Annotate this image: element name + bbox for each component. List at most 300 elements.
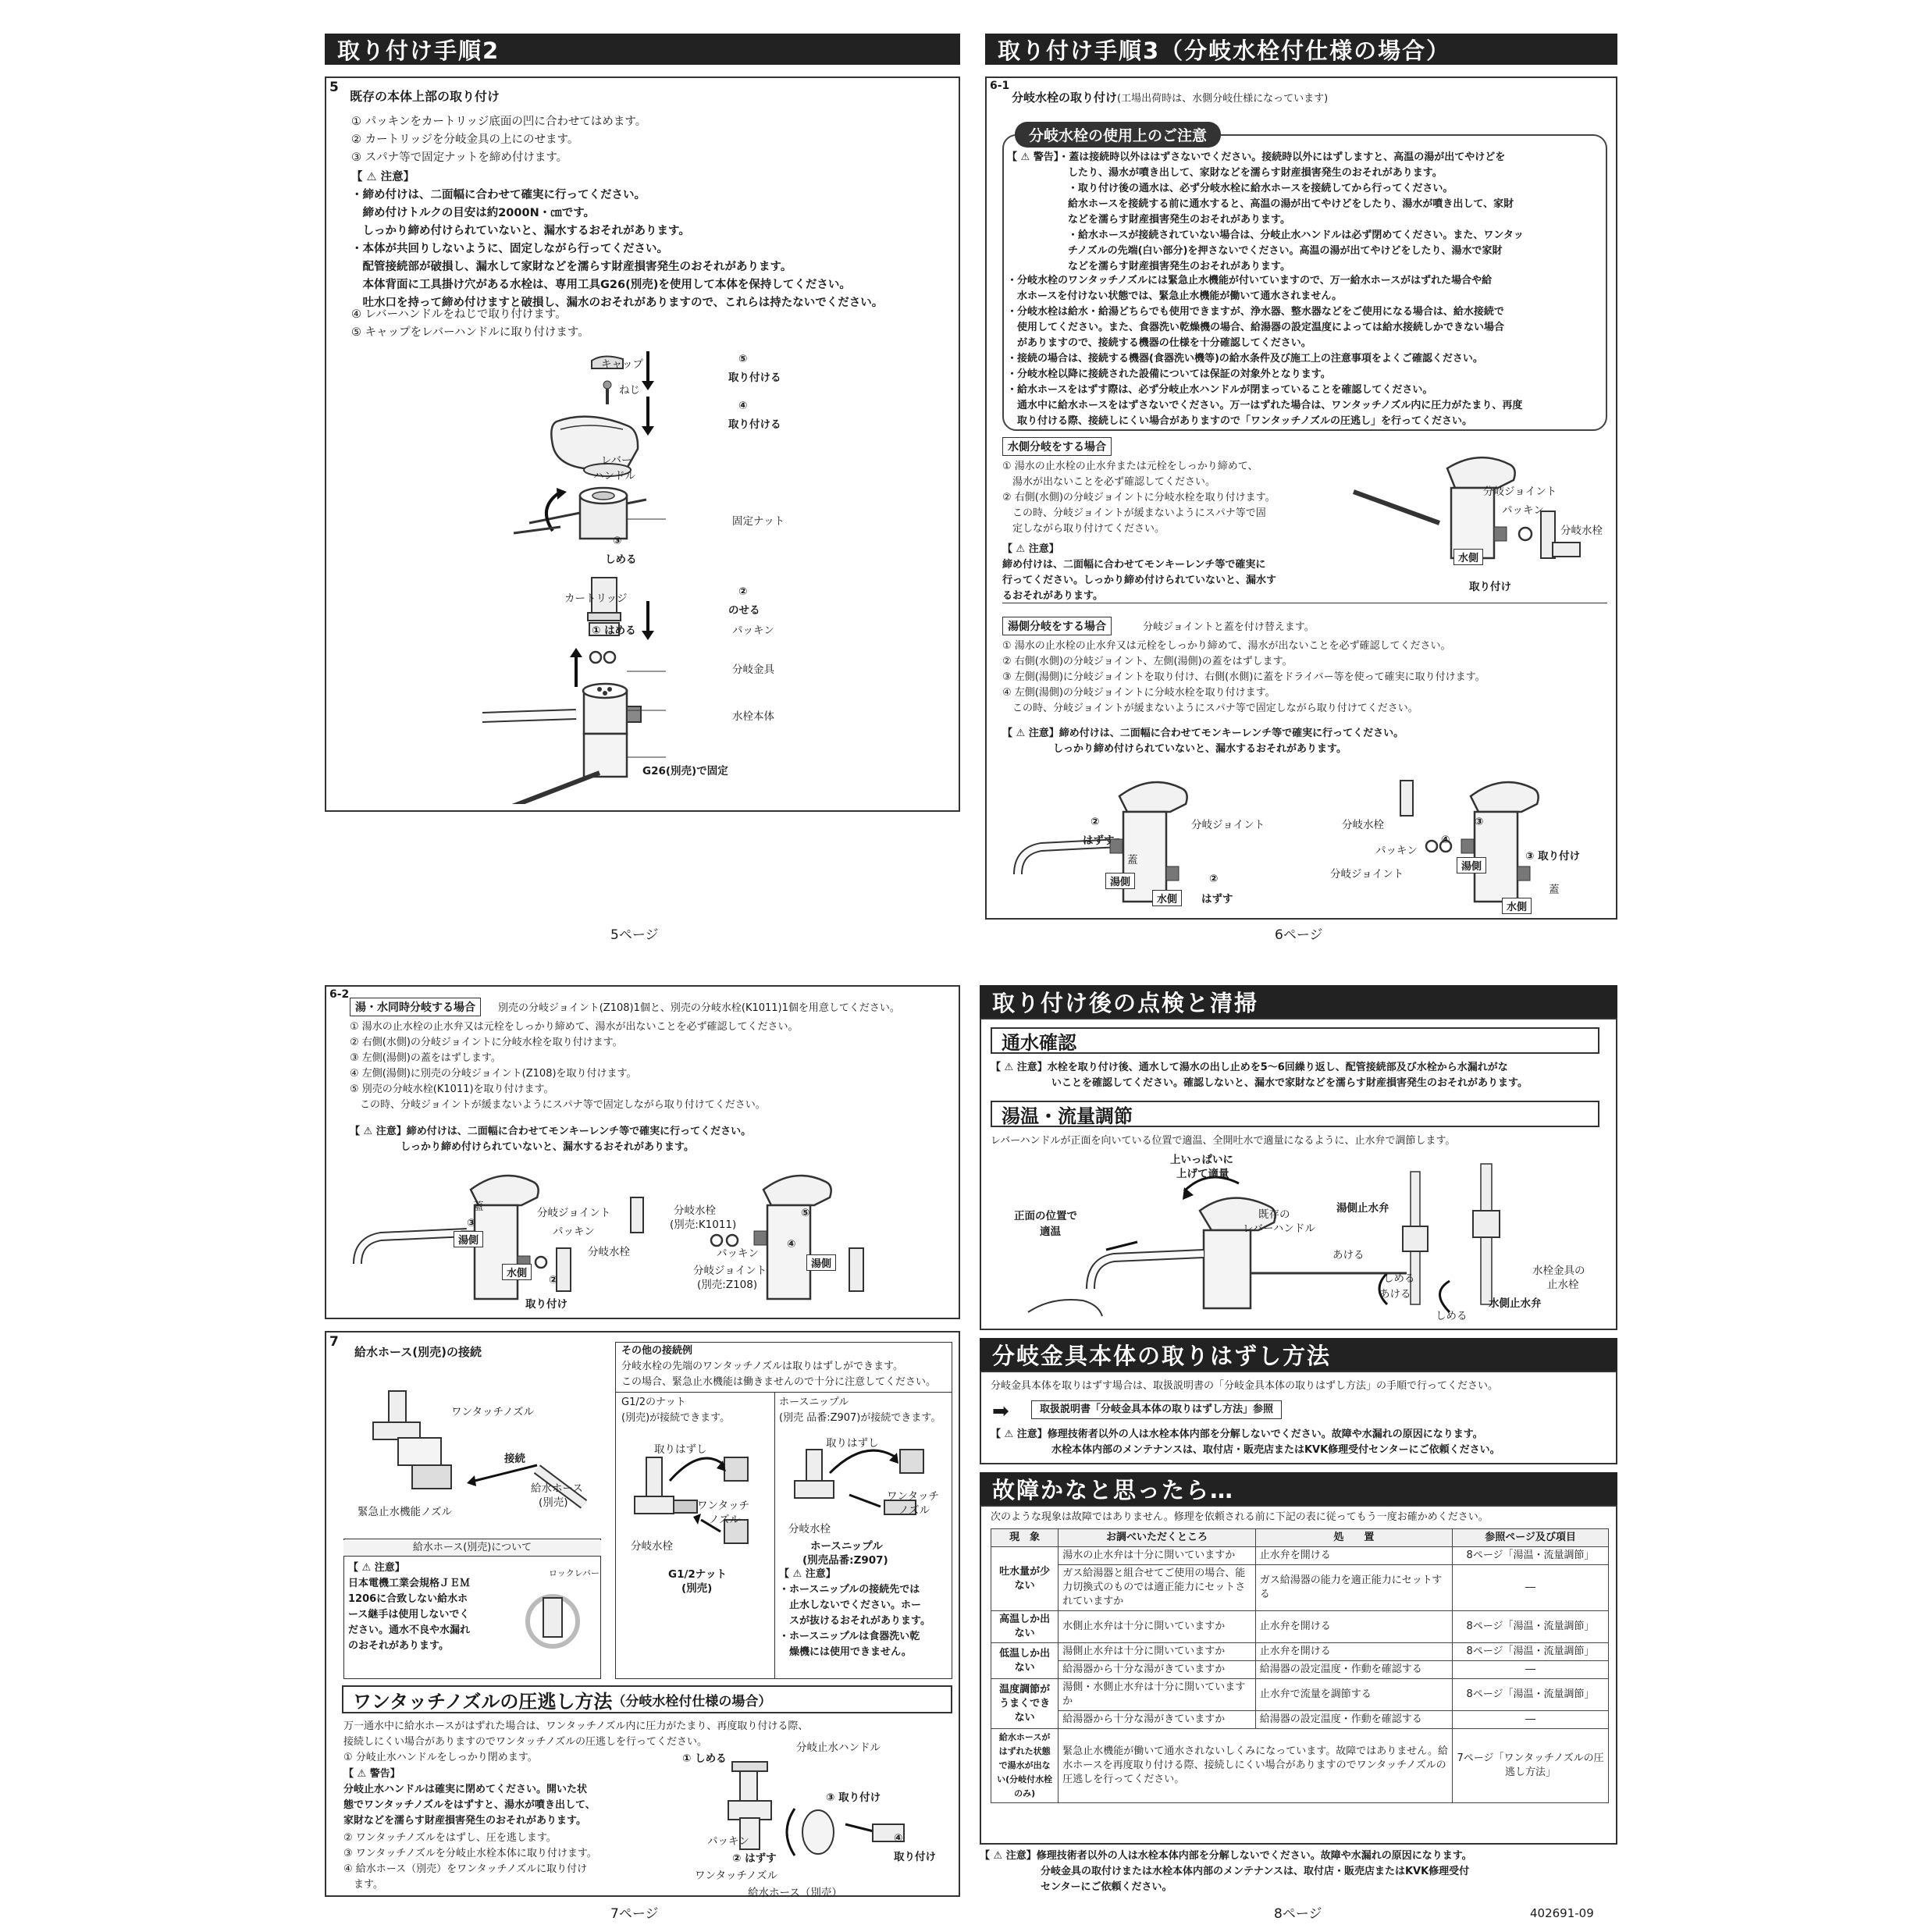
- label-connect: 接続: [504, 1453, 525, 1465]
- relief-n1: ① しめる: [682, 1752, 727, 1765]
- hot-branch-steps: [1002, 639, 1485, 717]
- label-hot-side-2: 湯側: [806, 1254, 836, 1271]
- step-number: 6-1: [990, 80, 1010, 92]
- hose-caution-line: のおそれがあります。: [348, 1640, 449, 1652]
- hn-caution-line: 止水しないでください。ホー: [779, 1599, 922, 1611]
- step7-number: 7: [329, 1334, 339, 1350]
- relief-line: ます。: [343, 1879, 383, 1891]
- label-attach: 取り付け: [525, 1298, 568, 1311]
- table-header: 参照ページ及び項目: [1453, 1529, 1609, 1547]
- faucet-assembly-diagram: [482, 343, 810, 804]
- water-step-line: ① 湯水の止水栓の止水弁または元栓をしっかり締めて、: [1002, 461, 1258, 472]
- hose-fitting-icon: [514, 1582, 592, 1653]
- temp-lever-b: レバーハンドル: [1243, 1222, 1315, 1235]
- temp-up-b: 上げて適量: [1176, 1168, 1229, 1180]
- label-water-side: 水側: [1453, 549, 1483, 565]
- water-caution: [1002, 557, 1276, 604]
- action-cell: 止水弁で流量を調節する: [1255, 1679, 1452, 1711]
- step-line: この時、分岐ジョイントが緩まないようにスパナ等で固定しながら取り付けてください。: [350, 1099, 766, 1111]
- relief-n2: ② はずす: [732, 1852, 777, 1865]
- step-title: 分岐水栓の取り付け: [1012, 91, 1118, 105]
- temp-line: レバーハンドルが正面を向いている位置で適温、全開吐水で適量になるように、止水弁で調節します。: [991, 1135, 1456, 1147]
- label-screw: ねじ: [619, 384, 640, 397]
- notice-pill: 分岐水栓の使用上のご注意: [1015, 122, 1221, 148]
- label-branch-joint: 分岐ジョイント: [1483, 486, 1557, 498]
- flow-title: 通水確認: [991, 1027, 1599, 1054]
- other-lines: [621, 1359, 936, 1390]
- reference-cell: ―: [1453, 1565, 1609, 1611]
- page8-header-3: 故障かなと思ったら…: [980, 1472, 1617, 1505]
- remove-reference: 取扱説明書「分岐金具本体の取りはずし方法」参照: [1031, 1400, 1282, 1419]
- simultaneous-diagram: [350, 1162, 951, 1315]
- other-title: その他の接続例: [621, 1345, 693, 1357]
- hot-step-line: ④ 左側(湯側)の分岐ジョイントに分岐水栓を取り付けます。: [1002, 687, 1276, 699]
- flow-caution-line: いことを確認してください。確認しないと、漏水で家財などを濡らす財産損害発生のおそれがあります。: [991, 1077, 1528, 1089]
- label-hot-side-2: 湯側: [1457, 857, 1486, 873]
- step-line: ③ スパナ等で固定ナットを締め付けます。: [351, 151, 568, 164]
- hot-branch-tag: 湯側分岐をする場合: [1002, 617, 1112, 635]
- water-caution-line: 行ってください。しっかり締め付けられていないと、漏水す: [1002, 575, 1277, 586]
- label-step3-num: ③: [613, 535, 622, 547]
- temp-hot-valve: 湯側止水弁: [1336, 1202, 1389, 1215]
- temp-stop-b: 止水栓: [1547, 1279, 1579, 1291]
- check-cell: 給湯器から十分な湯がきていますか: [1059, 1661, 1255, 1679]
- label-attach: 取り付け: [1469, 581, 1511, 593]
- page-number-5: 5ページ: [610, 927, 659, 943]
- note-line: ・分岐水栓は給水・給湯どちらでも使用できますが、浄水器、整水器などをご使用になる場合は、給水接続で: [1007, 306, 1504, 318]
- relief-line: ③ ワンタッチノズルを分岐止水栓本体に取り付けます。: [343, 1848, 597, 1859]
- label-n4: ④: [1441, 834, 1450, 846]
- hot-step-line: ① 湯水の止水栓の止水弁又は元栓をしっかり締めて、湯水が出ないことを必ず確認してください。: [1002, 640, 1451, 652]
- table-header: 処 置: [1255, 1529, 1452, 1547]
- note-line: 水ホースを付けない状態では、緊急止水機能が働いて通水されません。: [1007, 290, 1343, 302]
- label-packing: パッキン: [732, 624, 774, 637]
- hn-caution-line: ・ホースニップルの接続先では: [779, 1584, 920, 1596]
- simultaneous-steps: [350, 1019, 799, 1113]
- divider: [615, 1392, 952, 1393]
- arrow-right-icon: ➡: [992, 1400, 1009, 1423]
- hose-caution-line: ース継手は使用しないでく: [348, 1609, 470, 1621]
- label-remove-a: はずす: [1083, 834, 1115, 847]
- caution-line: 【 ⚠ 注意】締め付けは、二面幅に合わせてモンキーレンチ等で確実に行ってください。: [350, 1126, 752, 1137]
- label-step2-place: のせる: [728, 604, 760, 617]
- water-step-line: 定しながら取り付けてください。: [1002, 523, 1165, 535]
- caution-line: 吐水口を持って締め付けますと破損し、漏水のおそれがありますので、これらは持たないでください。: [351, 297, 884, 309]
- note-line: ・分岐水栓のワンタッチノズルには緊急止水機能が付いていますので、万一給水ホースがはずれた場合や給: [1007, 275, 1493, 286]
- label-joint-2: 分岐ジョイント: [1330, 868, 1404, 881]
- label-emergency-nozzle: 緊急止水機能ノズル: [358, 1506, 452, 1518]
- action-cell: 止水弁を開ける: [1255, 1643, 1452, 1661]
- action-cell: 給湯器の設定温度・作動を確認する: [1255, 1711, 1452, 1729]
- temp-close-1: しめる: [1383, 1272, 1415, 1285]
- label-valve: 分岐水栓: [588, 1246, 630, 1258]
- final-caution-line: 【 ⚠ 注意】修理技術者以外の人は水栓本体内部を分解しないでください。故障や水漏れの原因になります。: [980, 1850, 1472, 1862]
- remove-caution: [991, 1427, 1500, 1458]
- temp-front-b: 適温: [1040, 1226, 1061, 1238]
- page5-header: 取り付け手順2: [325, 34, 960, 65]
- label-n5: ⑤: [801, 1207, 810, 1219]
- caution-head: 【 ⚠ 注意】: [351, 171, 415, 183]
- hn-nozzle-b: ノズル: [898, 1504, 930, 1517]
- hn-caution-line: スが抜けるおそれがあります。: [779, 1615, 930, 1627]
- check-cell: 緊急止水機能が働いて通水されないしくみになっています。故障ではありません。給水ホースを再度取り付ける際、接続しにくい場合がありますのでワンタッチノズルの圧逃しを行ってください。: [1059, 1729, 1453, 1803]
- other-line: 分岐水栓の先端のワンタッチノズルは取りはずしができます。: [621, 1361, 904, 1372]
- relief-line: 万一通水中に給水ホースがはずれた場合は、ワンタッチノズル内に圧力がたまり、再度取り付ける際、: [343, 1720, 809, 1732]
- hn-caution-line: 【 ⚠ 注意】: [779, 1568, 836, 1580]
- g12-nozzle-b: ノズル: [709, 1514, 740, 1526]
- page-number-8: 8ページ: [1274, 1906, 1322, 1922]
- hot-caution-line: 【 ⚠ 注意】締め付けは、二面幅に合わせてモンキーレンチ等で確実に行ってください。: [1002, 728, 1404, 739]
- hose-caution-line: 【 ⚠ 注意】: [348, 1562, 405, 1574]
- note-line: がありますので、接続する機器の仕様を十分確認してください。: [1007, 337, 1311, 349]
- note-line: 取り付ける際、接続しにくい場合がありますので「ワンタッチノズルの圧逃し」を行ってください。: [1007, 415, 1473, 427]
- warning-line: などを濡らす財産損害発生のおそれがあります。: [1007, 214, 1290, 226]
- label-branch-fitting: 分岐金具: [732, 664, 774, 676]
- relief-warning-line: 態でワンタッチノズルをはずすと、湯水が噴き出して、: [343, 1799, 596, 1811]
- warning-line: 【 ⚠ 警告】・蓋は接続時以外ははずさないでください。接続時以外にはずしますと、高温の湯が出てやけどを: [1007, 151, 1506, 163]
- label-faucet-body: 水栓本体: [732, 710, 774, 723]
- relief-warning-line: 分岐止水ハンドルは確実に閉めてください。開いた状: [343, 1784, 588, 1795]
- label-n4: ④: [787, 1238, 796, 1251]
- label-step5-attach: 取り付ける: [728, 372, 781, 384]
- warning-line: ・取り付け後の通水は、必ず分岐水栓に給水ホースを接続してから行ってください。: [1007, 183, 1453, 194]
- g12-text: [621, 1395, 730, 1426]
- page-number-7: 7ページ: [610, 1906, 659, 1922]
- page7-top-panel: [325, 985, 960, 1319]
- remove-line: 分岐金具本体を取りはずす場合は、取扱説明書の「分岐金具本体の取りはずし方法」の手順で行ってください。: [991, 1380, 1499, 1392]
- page8-trouble-panel: [980, 1505, 1617, 1845]
- caution-line: 本体背面に工具掛け穴がある水栓は、専用工具G26(別売)を使用して本体を保持してください。: [351, 279, 851, 291]
- label-g26: G26(別売)で固定: [642, 765, 728, 777]
- label-lid: 蓋: [473, 1201, 484, 1213]
- note-line: 通水中に給水ホースをはずさないでください。万一はずれた場合は、ワンタッチノズル内に圧力がたまり、再度: [1007, 400, 1523, 411]
- relief-header: [342, 1685, 952, 1713]
- trouble-table: [991, 1528, 1609, 1803]
- label-water-side-2: 水側: [1502, 898, 1532, 914]
- hot-step-line: この時、分岐ジョイントが緩まないようにスパナ等で固定しながら取り付けてください。: [1002, 703, 1418, 714]
- table-row: [991, 1547, 1609, 1565]
- step-line: ④ レバーハンドルをねじで取り付けます。: [351, 308, 567, 321]
- step-line: ⑤ 別売の分岐水栓(K1011)を取り付けます。: [350, 1083, 554, 1095]
- step-title: 既存の本体上部の取り付け: [350, 89, 500, 104]
- label-joint: 分岐ジョイント: [1191, 819, 1265, 831]
- water-caution-head: 【 ⚠ 注意】: [1002, 543, 1059, 555]
- label-remove-b: はずす: [1201, 893, 1233, 906]
- check-cell: ガス給湯器と組合せてご使用の場合、能力切換式のものでは適正能力にセットされていますか: [1059, 1565, 1255, 1611]
- hn-line: (別売 品番:Z907)が接続できます。: [779, 1412, 941, 1424]
- label-branch-valve: 分岐水栓: [1342, 819, 1384, 831]
- label-valve-2a: 分岐水栓: [674, 1204, 716, 1217]
- step-line: ① 湯水の止水栓の止水弁又は元栓をしっかり締めて、湯水が出ないことを必ず確認してください。: [350, 1021, 799, 1033]
- warning-line: ・給水ホースが接続されていない場合は、分岐止水ハンドルは必ず閉めてください。また、ワンタッ: [1007, 229, 1524, 241]
- label-lock-lever: ロックレバー: [549, 1568, 600, 1578]
- hot-caution-line: しっかり締め付けられていないと、漏水するおそれがあります。: [1002, 743, 1347, 755]
- check-cell: 湯側・水側止水弁は十分に開いていますか: [1059, 1679, 1255, 1711]
- label-n3: ③: [1475, 816, 1484, 828]
- action-cell: ガス給湯器の能力を適正能力にセットする: [1255, 1565, 1452, 1611]
- label-step4-num: ④: [738, 400, 748, 412]
- hn-line: ホースニップル: [779, 1397, 849, 1408]
- page8-remove-panel: [980, 1371, 1617, 1464]
- symptom-cell: 給水ホースがはずれた状態で湯水が出ない(分岐付水栓のみ): [991, 1729, 1059, 1803]
- hose-caution: [348, 1560, 470, 1654]
- hot-step-line: ② 右側(水側)の分岐ジョイント、左側(湯側)の蓋をはずします。: [1002, 656, 1293, 667]
- label-step2-num: ②: [738, 585, 748, 598]
- warning-line: 給水ホースを接続する前に通水すると、高温の湯が出てやけどをしたり、湯水が噴き出して、家財: [1007, 198, 1514, 210]
- hn-nipple-b: (別売品番:Z907): [802, 1554, 888, 1567]
- relief-warning-line: 家財などを濡らす財産損害発生のおそれがあります。: [343, 1815, 586, 1827]
- label-hose-b: (別売): [539, 1496, 568, 1509]
- page8-inspect-panel: [980, 1018, 1617, 1330]
- relief-n4a: ④: [894, 1832, 903, 1845]
- hn-caution-line: 燥機には使用できません。: [779, 1646, 912, 1658]
- caution-line: ・本体が共回りしないように、固定しながら行ってください。: [351, 243, 668, 255]
- relief-lines-2: [343, 1831, 597, 1893]
- relief-n4b: 取り付け: [894, 1851, 936, 1863]
- label-step4-attach: 取り付ける: [728, 418, 781, 431]
- step-number: 6-2: [329, 988, 350, 1001]
- hose-caution-line: 日本電機工業会規格ＪＥＭ: [348, 1578, 471, 1589]
- hot-caution: [1002, 726, 1404, 757]
- g12-remove: 取りはずし: [654, 1443, 707, 1456]
- table-header: 現 象: [991, 1529, 1059, 1547]
- temp-close-2: しめる: [1436, 1310, 1468, 1322]
- caution-line: しっかり締め付けられていないと、漏水するおそれがあります。: [351, 225, 690, 237]
- label-hose-a: 給水ホース: [531, 1482, 583, 1495]
- label-joint-2b: (別売:Z108): [697, 1279, 758, 1291]
- hot-branch-note: 分岐ジョイントと蓋を付け替えます。: [1143, 621, 1315, 633]
- symptom-cell: 高温しか出ない: [991, 1611, 1059, 1643]
- caution-block: [351, 169, 883, 312]
- note-line: ・接続の場合は、接続する機器(食器洗い機等)の給水条件及び施工上の注意事項をよくご確認ください。: [1007, 353, 1483, 365]
- warning-line: などを濡らす財産損害発生のおそれがあります。: [1007, 261, 1290, 272]
- trouble-intro: 次のような現象は故障ではありません。修理を依頼される前に下記の表に従ってもう一度お確かめください。: [991, 1511, 1489, 1523]
- page8-header-2: 分岐金具本体の取りはずし方法: [980, 1338, 1617, 1371]
- step-title-note: (工場出荷時は、水側分岐仕様になっています): [1117, 93, 1329, 105]
- hn-nipple-a: ホースニップル: [810, 1540, 883, 1553]
- simultaneous-caution: [350, 1124, 751, 1155]
- label-packing-2: パッキン: [717, 1247, 759, 1260]
- hn-remove: 取りはずし: [826, 1437, 879, 1450]
- label-water-side: 水側: [1152, 890, 1182, 906]
- relief-line: ① 分岐止水ハンドルをしっかり閉めます。: [343, 1752, 538, 1763]
- table-row: [991, 1643, 1609, 1661]
- simultaneous-tag: 湯・水同時分岐する場合: [350, 998, 481, 1016]
- check-cell: 給湯器から十分な湯がきていますか: [1059, 1711, 1255, 1729]
- relief-hose: 給水ホース（別売）: [748, 1887, 842, 1899]
- step-line: ③ 左側(湯側)の蓋をはずします。: [350, 1052, 501, 1064]
- g12-valve: 分岐水栓: [631, 1540, 673, 1553]
- step-line: ① パッキンをカートリッジ底面の凹に合わせてはめます。: [351, 116, 647, 128]
- temp-water-valve: 水側止水弁: [1489, 1297, 1542, 1310]
- remove-caution-line: 水栓本体内部のメンテナンスは、取付店・販売店またはKVK修理受付センターにご依頼ください。: [991, 1444, 1500, 1456]
- symptom-cell: 吐水量が少ない: [991, 1547, 1059, 1611]
- hot-step-line: ③ 左側(湯側)に分岐ジョイントを取り付け、右側(水側)に蓋をドライバー等を使って確実に取り付けます。: [1002, 671, 1485, 683]
- label-branch-valve: 分岐水栓: [1560, 525, 1603, 537]
- label-n2a: ②: [1091, 816, 1100, 828]
- label-lever-2: ハンドル: [593, 470, 635, 482]
- note-line: 使用してください。また、食器洗い乾燥機の場合、給湯器の設定温度によっては給水接続しかできない場合: [1007, 322, 1505, 333]
- flow-caution: [991, 1060, 1528, 1091]
- step-list-2: [351, 306, 589, 342]
- label-lever-1: レバー: [601, 454, 632, 467]
- relief-title: ワンタッチノズルの圧逃し方法: [353, 1690, 613, 1713]
- reference-cell: 8ページ「湯温・流量調節」: [1453, 1643, 1609, 1661]
- step-title-row: [1012, 89, 1328, 108]
- table-row: [991, 1679, 1609, 1711]
- step-line: ② カートリッジを分岐金具の上にのせます。: [351, 133, 579, 146]
- temp-front-a: 正面の位置で: [1014, 1210, 1077, 1222]
- label-cap: キャップ: [601, 358, 643, 371]
- relief-warning-line: 【 ⚠ 警告】: [343, 1768, 400, 1780]
- symptom-cell: 温度調節がうまくできない: [991, 1679, 1059, 1729]
- water-branch-tag: 水側分岐をする場合: [1002, 437, 1112, 456]
- relief-line: 接続しにくい場合がありますのでワンタッチノズルの圧逃しを行ってください。: [343, 1736, 708, 1748]
- step-line: ⑤ キャップをレバーハンドルに取り付けます。: [351, 326, 589, 339]
- table-row: [991, 1611, 1609, 1643]
- relief-line: ② ワンタッチノズルをはずし、圧を逃します。: [343, 1832, 557, 1844]
- label-joint-2a: 分岐ジョイント: [693, 1265, 767, 1277]
- page5-panel: [325, 76, 960, 812]
- page6-panel: [985, 76, 1617, 920]
- relief-warning: [343, 1767, 596, 1829]
- g12-line: (別売)が接続できます。: [621, 1412, 731, 1424]
- label-packing: パッキン: [553, 1226, 595, 1238]
- g12-nozzle-a: ワンタッチ: [697, 1500, 749, 1512]
- remove-caution-line: 【 ⚠ 注意】修理技術者以外の人は水栓本体内部を分解しないでください。故障や水漏れの原因になります。: [991, 1429, 1483, 1440]
- table-row: [991, 1711, 1609, 1729]
- flow-caution-line: 【 ⚠ 注意】水栓を取り付け後、通水して湯水の出し止めを5～6回繰り返し、配管接続部及び水栓から水漏れがな: [991, 1062, 1508, 1073]
- hose-caution-line: 1206に合致しない給水ホ: [348, 1593, 468, 1605]
- final-caution-line: 分岐金具の取付けまたは水栓本体内部のメンテナンスは、取付店・販売店またはKVK修理受付: [980, 1866, 1470, 1877]
- label-step5-num: ⑤: [738, 353, 748, 365]
- divider: [774, 1392, 775, 1679]
- label-n2: ②: [549, 1274, 558, 1286]
- hot-branch-diagram-right: [1354, 765, 1611, 913]
- temp-up-a: 上いっぱいに: [1170, 1154, 1233, 1166]
- temp-stop-a: 水栓金具の: [1532, 1265, 1585, 1277]
- relief-packing: パッキン: [707, 1835, 749, 1848]
- symptom-cell: 低温しか出ない: [991, 1643, 1059, 1679]
- notes-block: [1007, 273, 1522, 429]
- relief-title-note: （分岐水栓付仕様の場合）: [612, 1693, 772, 1710]
- g12-nut-b: (別売): [681, 1582, 713, 1595]
- hn-valve: 分岐水栓: [788, 1523, 831, 1535]
- temp-open-2: あける: [1379, 1288, 1411, 1300]
- final-caution: [980, 1848, 1472, 1895]
- table-header: お調べいただくところ: [1059, 1529, 1255, 1547]
- page6-header: 取り付け手順3（分岐水栓付仕様の場合）: [985, 34, 1617, 65]
- label-n3b: ③ 取り付け: [1525, 850, 1581, 863]
- label-lid-2: 蓋: [1549, 884, 1560, 896]
- warning-line: チノズルの先端(白い部分)を押さないでください。高温の湯が出てやけどをしたり、湯水で家財: [1007, 245, 1503, 257]
- water-step-line: この時、分岐ジョイントが緩まないようにスパナ等で固: [1002, 507, 1266, 519]
- relief-n3: ③ 取り付け: [826, 1791, 881, 1804]
- label-step3-tighten: しめる: [605, 553, 637, 566]
- action-cell: 止水弁を開ける: [1255, 1547, 1452, 1565]
- page7-bottom-panel: [325, 1331, 960, 1897]
- caution-line: しっかり締め付けられていないと、漏水するおそれがあります。: [350, 1141, 694, 1153]
- water-step-line: 湯水が出ないことを必ず確認してください。: [1002, 476, 1216, 488]
- action-cell: 給湯器の設定温度・作動を確認する: [1255, 1661, 1452, 1679]
- caution-line: 締め付けトルクの目安は約2000N・㎝です。: [351, 207, 596, 219]
- water-caution-line: るおそれがあります。: [1002, 590, 1103, 602]
- reference-cell: 8ページ「湯温・流量調節」: [1453, 1547, 1609, 1565]
- g12-line: G1/2のナット: [621, 1397, 686, 1408]
- step7-title: 給水ホース(別売)の接続: [354, 1345, 482, 1359]
- step-line: ④ 左側(湯側)に別売の分岐ジョイント(Z108)を取り付けます。: [350, 1068, 637, 1080]
- page8-header-1: 取り付け後の点検と清掃: [980, 985, 1617, 1018]
- reference-cell: 7ページ「ワンタッチノズルの圧逃し方法」: [1453, 1729, 1609, 1803]
- final-caution-line: センターにご依頼ください。: [980, 1881, 1172, 1893]
- label-valve-2b: (別売:K1011): [670, 1219, 737, 1231]
- label-joint: 分岐ジョイント: [537, 1207, 611, 1219]
- water-step-line: ② 右側(水側)の分岐ジョイントに分岐水栓を取り付けます。: [1002, 492, 1276, 503]
- label-hot-side: 湯側: [454, 1231, 483, 1247]
- check-cell: 水側止水弁は十分に開いていますか: [1059, 1611, 1255, 1643]
- label-hot-side: 湯側: [1105, 873, 1135, 889]
- reference-cell: ―: [1453, 1711, 1609, 1729]
- label-packing: パッキン: [1375, 845, 1418, 857]
- action-cell: 止水弁を開ける: [1255, 1611, 1452, 1643]
- note-line: ・給水ホースをはずす際は、必ず分岐止水ハンドルが閉まっていることを確認してください。: [1007, 384, 1433, 396]
- caution-line: 配管接続部が破損し、漏水して家財などを濡らす財産損害発生のおそれがあります。: [351, 261, 792, 273]
- label-one-touch-nozzle: ワンタッチノズル: [451, 1406, 534, 1418]
- reference-cell: ―: [1453, 1661, 1609, 1679]
- reference-cell: 8ページ「湯温・流量調節」: [1453, 1679, 1609, 1711]
- note-line: ・分岐水栓以降に接続された設備については保証の対象外となります。: [1007, 368, 1331, 380]
- relief-handle: 分岐止水ハンドル: [796, 1742, 881, 1754]
- g12-nut-a: G1/2ナット: [668, 1568, 728, 1581]
- caution-line: ・締め付けは、二面幅に合わせて確実に行ってください。: [351, 189, 646, 201]
- check-cell: 湯水の止水弁は十分に開いていますか: [1059, 1547, 1255, 1565]
- warning-line: したり、湯水が噴き出して、家財などを濡らす財産損害発生のおそれがあります。: [1007, 167, 1443, 179]
- hose-nipple-text: [779, 1395, 941, 1426]
- label-step1: ① はめる: [592, 624, 636, 637]
- step-number: 5: [329, 80, 339, 95]
- label-n2b: ②: [1209, 873, 1219, 885]
- table-row: [991, 1729, 1609, 1803]
- temp-title: 湯温・流量調節: [991, 1101, 1599, 1127]
- other-line: この場合、緊急止水機能は働きませんので十分に注意してください。: [621, 1376, 937, 1388]
- label-cartridge: カートリッジ: [564, 592, 628, 605]
- page-number-6: 6ページ: [1275, 927, 1323, 943]
- table-row: [991, 1661, 1609, 1679]
- relief-line: ④ 給水ホース（別売）をワンタッチノズルに取り付け: [343, 1863, 588, 1875]
- step-line: ② 右側(水側)の分岐ジョイントに分岐水栓を取り付けます。: [350, 1037, 623, 1048]
- relief-nozzle: ワンタッチノズル: [695, 1870, 777, 1882]
- hn-caution-line: ・ホースニップルは食器洗い乾: [779, 1631, 920, 1642]
- hose-info-title: 給水ホース(別売)について: [343, 1540, 601, 1557]
- water-branch-steps: [1002, 459, 1276, 537]
- temp-open-1: あける: [1332, 1249, 1364, 1261]
- label-water-side: 水側: [502, 1264, 532, 1280]
- reference-cell: 8ページ「湯温・流量調節」: [1453, 1611, 1609, 1643]
- hose-nipple-caution: [779, 1567, 930, 1660]
- table-row: [991, 1565, 1609, 1611]
- label-fixed-nut: 固定ナット: [732, 515, 785, 528]
- simultaneous-note: 別売の分岐ジョイント(Z108)1個と、別売の分岐水栓(K1011)1個を用意してください。: [498, 1002, 900, 1014]
- water-caution-line: 締め付けは、二面幅に合わせてモンキーレンチ等で確実に: [1002, 559, 1266, 571]
- check-cell: 湯側止水弁は十分に開いていますか: [1059, 1643, 1255, 1661]
- temp-lever-a: 既存の: [1258, 1208, 1290, 1221]
- label-packing: パッキン: [1502, 504, 1544, 517]
- warning-block: [1007, 150, 1524, 275]
- table-header-row: [991, 1529, 1609, 1547]
- document-code: 402691-09: [1530, 1906, 1594, 1920]
- label-lid: 蓋: [1127, 854, 1138, 866]
- hose-caution-line: ださい。通水不良や水漏れ: [348, 1624, 471, 1636]
